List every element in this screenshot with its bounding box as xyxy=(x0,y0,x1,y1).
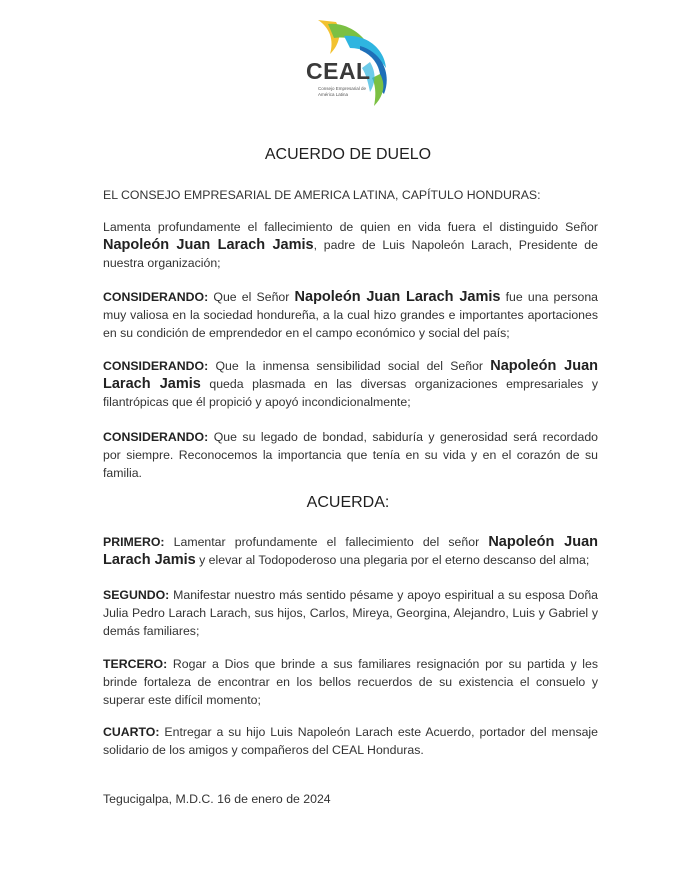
date-place-footer: Tegucigalpa, M.D.C. 16 de enero de 2024 xyxy=(103,792,331,806)
document-title: ACUERDO DE DUELO xyxy=(264,146,432,163)
considerando-1-label: CONSIDERANDO: xyxy=(103,290,209,304)
considerando-1-name: Napoleón Juan Larach Jamis xyxy=(294,289,501,305)
primero-before: Lamentar profundamente el fallecimiento del señor xyxy=(164,535,489,549)
tercero-text: Rogar a Dios que brinde a sus familiares resignación por su partida y les brinde fortaleza de encontrar en los bellos recuerdos de su existencia el consuelo y superar este difícil momento; xyxy=(103,657,598,707)
considerando-3-text: Que su legado de bondad, sabiduría y generosidad será recordado por siempre. Reconocemos la importancia que tenía en su vida y en el corazón de su familia. xyxy=(103,430,598,480)
considerando-2-paragraph xyxy=(103,357,598,411)
ceal-logo xyxy=(300,18,410,108)
considerando-2-name: Napoleón Juan Larach Jamis xyxy=(103,358,599,392)
considerando-1-after: fue una persona muy valiosa en la sociedad hondureña, a la cual hizo grandes e importantes aportaciones en su condición de emprendedor en el campo económico y social del país; xyxy=(103,290,598,340)
cuarto-paragraph xyxy=(103,723,598,759)
primero-label: PRIMERO: xyxy=(103,535,165,549)
intro-text-after: , padre de Luis Napoleón Larach, Presidente de nuestra organización; xyxy=(103,238,598,270)
intro-text-before: Lamenta profundamente el fallecimiento de quien en vida fuera el distinguido Señor xyxy=(103,220,598,234)
acuerda-heading: ACUERDA: xyxy=(306,494,390,511)
heading-paragraph: EL CONSEJO EMPRESARIAL DE AMERICA LATINA, CAPÍTULO HONDURAS: xyxy=(103,188,541,202)
primero-after: y elevar al Todopoderoso una plegaria por el eterno descanso del alma; xyxy=(195,553,590,567)
tercero-paragraph xyxy=(103,655,598,709)
deceased-name: Napoleón Juan Larach Jamis xyxy=(103,237,314,253)
segundo-paragraph xyxy=(103,586,598,640)
intro-paragraph xyxy=(103,218,598,272)
considerando-1-paragraph xyxy=(103,288,598,342)
considerando-2-before: Que la inmensa sensibilidad social del Señor xyxy=(208,359,491,373)
cuarto-text: Entregar a su hijo Luis Napoleón Larach este Acuerdo, portador del mensaje solidario de los amigos y compañeros del CEAL Honduras. xyxy=(103,725,598,757)
considerando-2-after: queda plasmada en las diversas organizaciones empresariales y filantrópicas que él propició y apoyó incondicionalmente; xyxy=(103,377,598,409)
primero-paragraph xyxy=(103,533,598,569)
logo-wordmark: CEAL xyxy=(306,58,371,84)
considerando-2-label: CONSIDERANDO: xyxy=(103,359,209,373)
logo-subtitle: Consejo Empresarial de América Latina xyxy=(318,86,367,97)
primero-name: Napoleón Juan Larach Jamis xyxy=(103,534,598,568)
segundo-text: Manifestar nuestro más sentido pésame y apoyo espiritual a su esposa Doña Julia Pedro Larach Larach, sus hijos, Carlos, Mireya, Georgina, Alejandro, Luis y Gabriel y demás familiares; xyxy=(103,588,598,638)
considerando-3-label: CONSIDERANDO: xyxy=(103,430,209,444)
tercero-label: TERCERO: xyxy=(103,657,168,671)
considerando-3-paragraph xyxy=(103,428,598,482)
considerando-1-before: Que el Señor xyxy=(208,290,295,304)
cuarto-label: CUARTO: xyxy=(103,725,160,739)
segundo-label: SEGUNDO: xyxy=(103,588,170,602)
